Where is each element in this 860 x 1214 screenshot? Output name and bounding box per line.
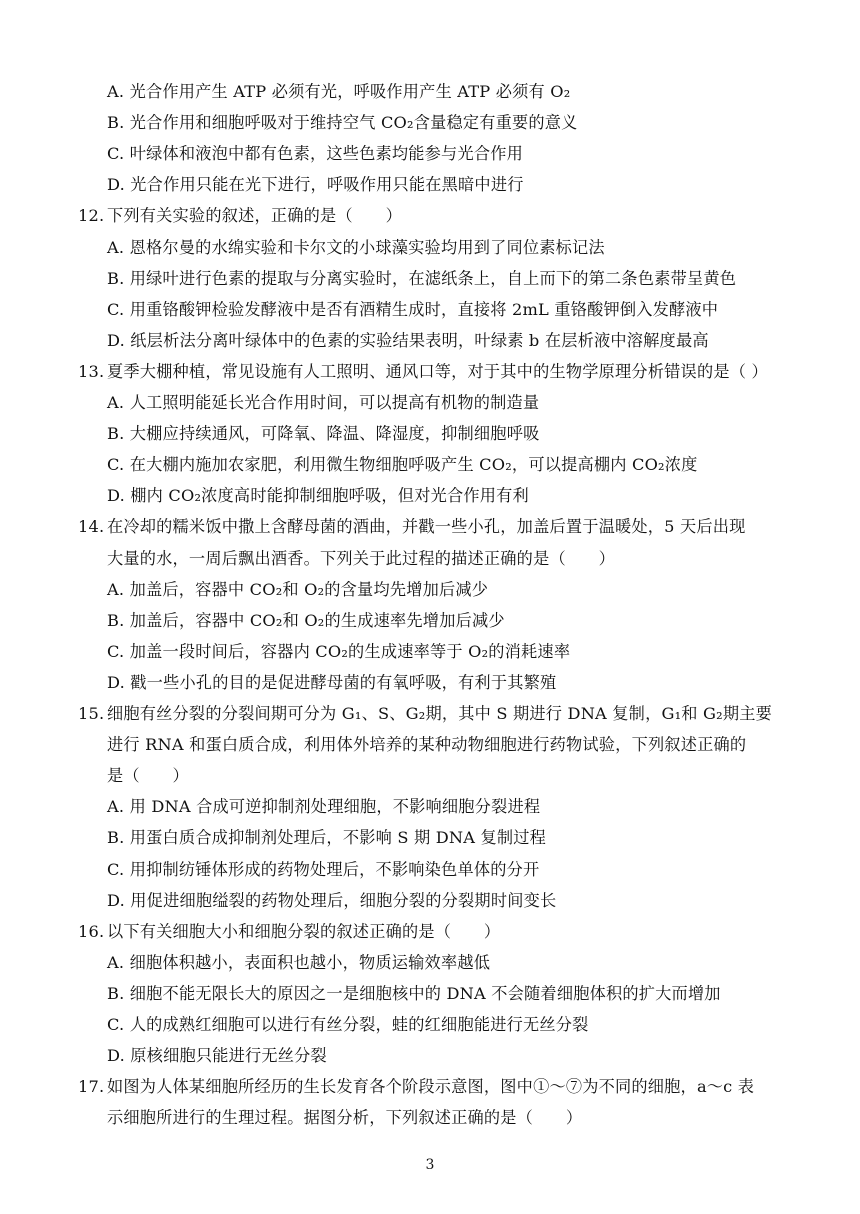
answer-option: C. 用重铬酸钾检验发酵液中是否有酒精生成时，直接将 2mL 重铬酸钾倒入发酵液中 — [107, 299, 719, 319]
answer-option: A. 人工照明能延长光合作用时间，可以提高有机物的制造量 — [107, 393, 540, 412]
question-text: 如图为人体某细胞所经历的生长发育各个阶段示意图，图中①～⑦为不同的细胞，a～c 表 — [107, 1077, 755, 1097]
answer-option: A. 加盖后，容器中 CO₂和 O₂的含量均先增加后减少 — [107, 579, 489, 599]
answer-option: C. 人的成熟红细胞可以进行有丝分裂，蛙的红细胞能进行无丝分裂 — [107, 1015, 589, 1034]
question-stem-continuation: 示细胞所进行的生理过程。据图分析，下列叙述正确的是（ ） — [107, 1108, 583, 1128]
answer-option: C. 用抑制纺锤体形成的药物处理后，不影响染色单体的分开 — [107, 859, 540, 879]
question-text: 下列有关实验的叙述，正确的是（ ） — [107, 206, 402, 226]
question-stem-continuation: 是（ ） — [107, 766, 189, 786]
answer-option: B. 加盖后，容器中 CO₂和 O₂的生成速率先增加后减少 — [107, 610, 505, 630]
answer-option: A. 恩格尔曼的水绵实验和卡尔文的小球藻实验均用到了同位素标记法 — [107, 237, 605, 257]
answer-option: D. 纸层析法分离叶绿体中的色素的实验结果表明，叶绿素 b 在层析液中溶解度最高 — [107, 330, 709, 350]
question-text: 夏季大棚种植，常见设施有人工照明、通风口等，对于其中的生物学原理分析错误的是（ ） — [107, 361, 768, 381]
answer-option: A. 细胞体积越小，表面积也越小，物质运输效率越低 — [107, 952, 491, 972]
question-stem — [78, 922, 500, 942]
question-stem — [78, 704, 772, 724]
answer-option: C. 叶绿体和液泡中都有色素，这些色素均能参与光合作用 — [107, 144, 523, 164]
answer-option: D. 棚内 CO₂浓度高时能抑制细胞呼吸，但对光合作用有利 — [107, 486, 529, 506]
question-stem — [78, 1077, 754, 1097]
question-number: 13. — [78, 361, 105, 381]
answer-option: B. 细胞不能无限长大的原因之一是细胞核中的 DNA 不会随着细胞体积的扩大而增加 — [107, 983, 721, 1003]
answer-option: B. 大棚应持续通风，可降氧、降温、降湿度，抑制细胞呼吸 — [107, 424, 540, 444]
page-number: 3 — [425, 1157, 435, 1173]
question-number: 17. — [78, 1077, 105, 1097]
question-number: 12. — [78, 206, 105, 226]
answer-option: A. 光合作用产生 ATP 必须有光，呼吸作用产生 ATP 必须有 O₂ — [107, 82, 571, 101]
question-stem-continuation: 大量的水，一周后飘出酒香。下列关于此过程的描述正确的是（ ） — [107, 548, 616, 568]
answer-option: D. 戳一些小孔的目的是促进酵母菌的有氧呼吸，有利于其繁殖 — [107, 672, 557, 692]
question-number: 16. — [78, 921, 105, 941]
answer-option: B. 用绿叶进行色素的提取与分离实验时，在滤纸条上，自上而下的第二条色素带呈黄色 — [107, 268, 737, 288]
answer-option: B. 光合作用和细胞呼吸对于维持空气 CO₂含量稳定有重要的意义 — [107, 113, 578, 133]
answer-option: D. 原核细胞只能进行无丝分裂 — [107, 1046, 327, 1066]
question-text: 以下有关细胞大小和细胞分裂的叙述正确的是（ ） — [107, 921, 501, 941]
answer-option: C. 加盖一段时间后，容器内 CO₂的生成速率等于 O₂的消耗速率 — [107, 641, 571, 661]
question-text: 在冷却的糯米饭中撒上含酵母菌的酒曲，并戳一些小孔，加盖后置于温暖处，5 天后出现 — [107, 517, 746, 537]
answer-option: C. 在大棚内施加农家肥，利用微生物细胞呼吸产生 CO₂，可以提高棚内 CO₂浓度 — [107, 455, 698, 475]
answer-option: D. 用促进细胞缢裂的药物处理后，细胞分裂的分裂期时间变长 — [107, 890, 557, 910]
answer-option: D. 光合作用只能在光下进行，呼吸作用只能在黑暗中进行 — [107, 175, 524, 195]
question-text: 细胞有丝分裂的分裂间期可分为 G₁、S、G₂期，其中 S 期进行 DNA 复制，G₁和 G₂期主要 — [107, 704, 772, 723]
question-number: 14. — [78, 517, 105, 537]
question-stem — [78, 206, 402, 226]
question-stem — [78, 362, 768, 382]
answer-option: A. 用 DNA 合成可逆抑制剂处理细胞，不影响细胞分裂进程 — [107, 797, 541, 817]
answer-option: B. 用蛋白质合成抑制剂处理后，不影响 S 期 DNA 复制过程 — [107, 828, 547, 848]
question-stem-continuation: 进行 RNA 和蛋白质合成，利用体外培养的某种动物细胞进行药物试验，下列叙述正确的 — [107, 735, 747, 755]
question-number: 15. — [78, 704, 105, 723]
question-stem — [78, 517, 746, 537]
